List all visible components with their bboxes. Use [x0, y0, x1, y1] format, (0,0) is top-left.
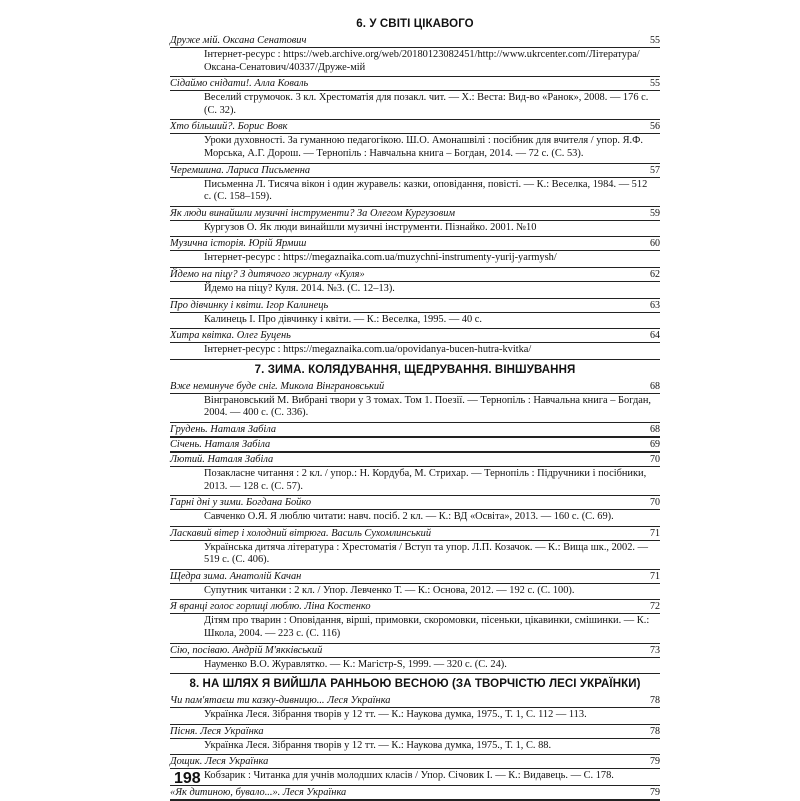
entry-title: Я вранці голос горлиці люблю. Ліна Костенко	[170, 601, 371, 613]
toc-entry	[170, 207, 660, 238]
entry-source: Савченко О.Я. Я люблю читати: навч. посіб. 2 кл. — К.: ВД «Освіта», 2013. — 160 с. (С. 69).	[204, 511, 614, 523]
entry-page: 55	[650, 78, 660, 90]
entry-source: Українська дитяча література : Хрестоматія / Вступ та упор. Л.П. Козачок. — К.: Вища шк., 2002. — 519 с. (С. 406).	[204, 541, 648, 566]
entry-title: Гарні дні у зими. Богдана Бойко	[170, 497, 312, 509]
entry-page: 71	[650, 570, 660, 582]
entry-page: 79	[650, 756, 660, 768]
entry-source: Науменко В.О. Журавлятко. — К.: Магістр-S, 1999. — 320 с. (С. 24).	[204, 658, 507, 670]
toc-entry	[170, 786, 660, 801]
entry-heading	[170, 570, 660, 584]
entry-heading	[170, 600, 660, 614]
toc-entry	[170, 496, 660, 527]
toc-entry	[170, 34, 660, 77]
entry-heading	[170, 120, 660, 134]
entry-title: Черемшина. Лариса Письменна	[170, 164, 311, 176]
toc-entry	[170, 755, 660, 786]
toc-entry	[170, 237, 660, 268]
entry-source: Кобзарик : Читанка для учнів молодших класів / Упор. Січовик І. — К.: Видавець. — С. 178.	[204, 770, 614, 782]
entry-page: 71	[650, 527, 660, 539]
entry-page: 70	[650, 497, 660, 509]
toc-entry	[170, 600, 660, 643]
entry-page: 68	[650, 380, 660, 392]
entry-page: 72	[650, 601, 660, 613]
entry-title: Музична історія. Юрій Ярмиш	[170, 238, 307, 250]
entry-source: Позакласне читання : 2 кл. / упор.: Н. Кордуба, М. Стрихар. — Тернопіль : Підручники і посібники, 2013. — 128 с. (С. 57).	[204, 467, 647, 492]
toc-entry	[170, 438, 660, 453]
entry-source: Калинець І. Про дівчинку і квіти. — К.: Веселка, 1995. — 40 с.	[204, 313, 483, 325]
entry-heading	[170, 237, 660, 251]
entry-title: Дощик. Леся Українка	[170, 756, 269, 768]
toc-entry	[170, 570, 660, 601]
entry-title: «Як дитиною, бувало...». Леся Українка	[170, 787, 347, 799]
entry-heading	[170, 725, 660, 739]
entry-heading	[170, 423, 660, 437]
entry-title: Вже неминуче буде сніг. Микола Вінграновський	[170, 380, 385, 392]
entry-heading	[170, 34, 660, 48]
toc-entry	[170, 725, 660, 756]
toc-entry	[170, 527, 660, 570]
entry-page: 56	[650, 121, 660, 133]
entry-page: 70	[650, 453, 660, 465]
entry-heading	[170, 438, 660, 452]
toc-entry	[170, 423, 660, 438]
entry-source: Письменна Л. Тисяча вікон і один журавель: казки, оповідання, повісті. — К.: Веселка, 1984. — 512 с. (С. 158–159).	[204, 178, 648, 203]
section-title: 7. ЗИМА. КОЛЯДУВАННЯ, ЩЕДРУВАННЯ. ВІНШУВАННЯ	[254, 363, 576, 376]
entry-source: Кургузов О. Як люди винайшли музичні інструменти. Пізнайко. 2001. №10	[204, 221, 537, 233]
entry-title: Щедра зима. Анатолій Качан	[170, 570, 302, 582]
entry-heading	[170, 786, 660, 800]
toc-entry	[170, 453, 660, 496]
toc-entry	[170, 380, 660, 423]
entry-heading	[170, 496, 660, 510]
entry-page: 55	[650, 35, 660, 46]
entry-source: Українка Леся. Зібрання творів у 12 тт. — К.: Наукова думка, 1975., Т. 1, С. 88.	[204, 739, 552, 751]
entry-source: Українка Леся. Зібрання творів у 12 тт. — К.: Наукова думка, 1975., Т. 1, С. 112 — 113.	[204, 709, 587, 721]
entry-title: Лютий. Наталя Забіла	[170, 453, 274, 465]
entry-heading	[170, 164, 660, 178]
entry-title: Хто більший?. Борис Вовк	[170, 121, 288, 133]
toc-entry	[170, 77, 660, 120]
entry-page: 57	[650, 164, 660, 176]
entry-page: 73	[650, 644, 660, 656]
entry-title: Сію, посіваю. Андрій М'якківський	[170, 644, 323, 656]
entry-source: Інтернет-ресурс : https://megaznaika.com.ua/muzychni-instrumenty-yurij-yarmysh/	[204, 252, 557, 264]
entry-heading	[170, 694, 660, 708]
entry-title: Сідаймо снідати!. Алла Коваль	[170, 78, 309, 90]
entry-heading	[170, 755, 660, 769]
toc-entry	[170, 164, 660, 207]
page-number: 198	[174, 770, 201, 787]
toc-entry	[170, 120, 660, 163]
entry-title: Хитра квітка. Олег Буцень	[170, 330, 291, 342]
entry-title: Січень. Наталя Забіла	[170, 438, 271, 450]
entry-title: Йдемо на піцу? З дитячого журналу «Куля»	[170, 268, 365, 280]
entry-title: Як люди винайшли музичні інструменти? За Олегом Кургузовим	[170, 207, 456, 219]
table-of-contents	[170, 14, 660, 801]
entry-title: Грудень. Наталя Забіла	[170, 423, 277, 435]
entry-page: 63	[650, 299, 660, 311]
entry-source: Йдемо на піцу? Куля. 2014. №3. (С. 12–13).	[204, 282, 395, 294]
entry-page: 68	[650, 423, 660, 435]
entry-heading	[170, 527, 660, 541]
entry-page: 60	[650, 238, 660, 250]
toc-entry	[170, 268, 660, 299]
toc-entry	[170, 694, 660, 725]
toc-entry	[170, 644, 660, 675]
entry-source: Інтернет-ресурс : https://megaznaika.com.ua/opovidanya-bucen-hutra-kvitka/	[204, 344, 532, 356]
entry-source: Веселий струмочок. 3 кл. Хрестоматія для позакл. чит. — Х.: Веста: Вид-во «Ранок», 2008. — 176 с. (С. 32).	[204, 92, 649, 116]
entry-page: 59	[650, 207, 660, 219]
entry-page: 78	[650, 695, 660, 707]
entry-heading	[170, 644, 660, 658]
entry-source: Вінграновський М. Вибрані твори у 3 томах. Том 1. Поезії. — Тернопіль : Навчальна книга – Богдан, 2004. — 400 с. (С. 336).	[204, 394, 652, 419]
entry-source: Супутник читанки : 2 кл. / Упор. Левченко Т. — К.: Основа, 2012. — 192 с. (С. 100).	[204, 584, 575, 596]
entry-heading	[170, 77, 660, 91]
entry-heading	[170, 268, 660, 282]
entry-page: 69	[650, 438, 660, 450]
entry-title: Чи пам'ятаєш ти казку-дивницю... Леся Українка	[170, 695, 391, 707]
entry-source: Уроки духовності. За гуманною педагогікою. Ш.О. Амонашвілі : посібник для вчителя / упор. Я.Ф. Морська, А.Г. Дорош. — Тернопіль : Навчальна книга – Богдан, 2014. — 72 с. (С. 53).	[204, 135, 643, 159]
entry-source: Інтернет-ресурс : https://web.archive.org/web/20180123082451/http://www.ukrcenter.com/Література/Оксана-Сенатович/40337/Друже-мій	[204, 49, 640, 73]
entry-heading	[170, 329, 660, 343]
entry-heading	[170, 299, 660, 313]
entry-source: Дітям про тварин : Оповідання, вірші, примовки, скоромовки, пісеньки, цікавинки, смішинки. — К.: Школа, 2004. — 223 с. (С. 116)	[204, 615, 650, 640]
entry-title: Пісня. Леся Українка	[170, 725, 264, 737]
toc-entry	[170, 329, 660, 360]
entry-heading	[170, 207, 660, 221]
entry-page: 79	[650, 787, 660, 799]
section-title: 8. НА ШЛЯХ Я ВИЙШЛА РАННЬОЮ ВЕСНОЮ (ЗА ТВОРЧІСТЮ ЛЕСІ УКРАЇНКИ)	[189, 678, 641, 691]
entry-heading	[170, 453, 660, 467]
toc-entry	[170, 299, 660, 330]
entry-heading	[170, 380, 660, 394]
entry-title: Ласкавий вітер і холодний вітрюга. Василь Сухомлинський	[170, 527, 432, 539]
entry-page: 62	[650, 268, 660, 280]
entry-page: 78	[650, 725, 660, 737]
entry-title: Друже мій. Оксана Сенатович	[170, 35, 307, 46]
entry-page: 64	[650, 330, 660, 342]
section-title: 6. У СВІТІ ЦІКАВОГО	[356, 18, 474, 30]
entry-title: Про дівчинку і квіти. Ігор Калинець	[170, 299, 329, 311]
